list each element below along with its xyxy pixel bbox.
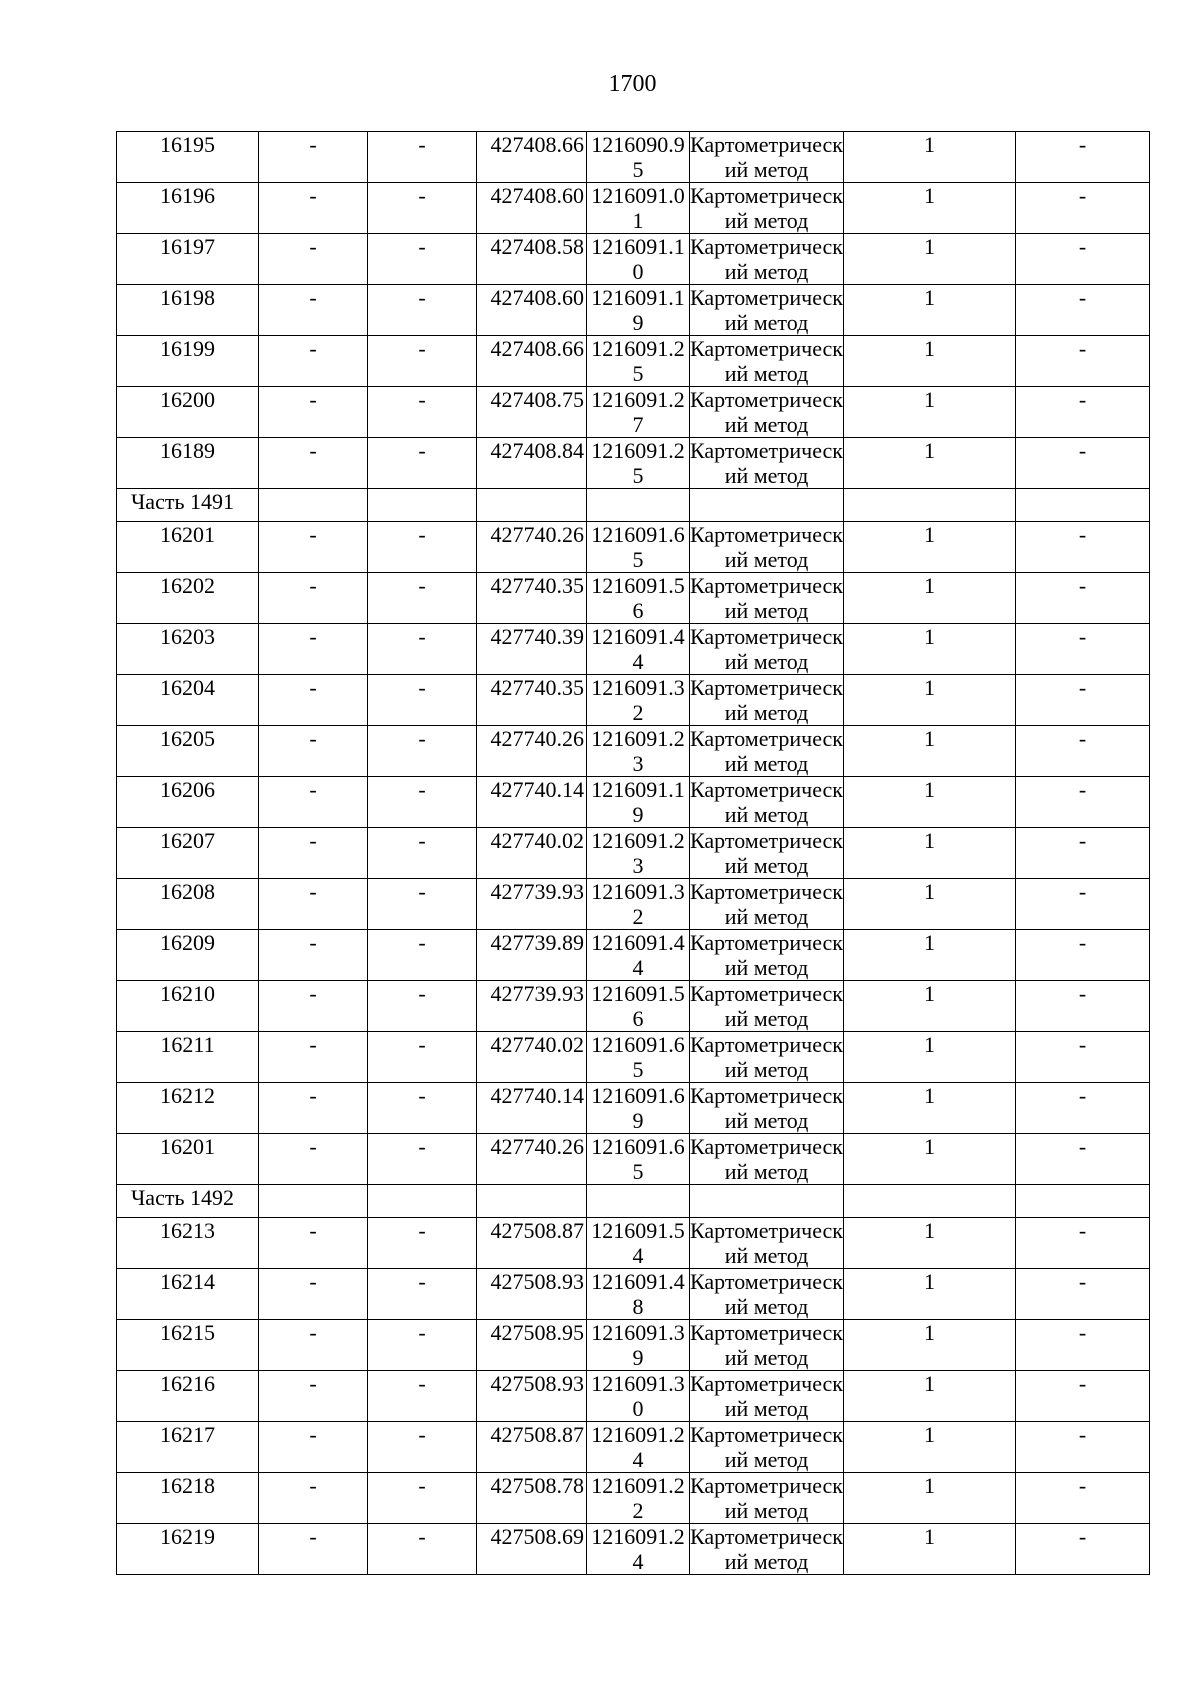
dash-cell: - [368, 438, 477, 489]
dash-cell: - [1016, 336, 1150, 387]
empty-cell [587, 1185, 690, 1218]
table-row [117, 573, 1150, 624]
dash-cell: - [1016, 1524, 1150, 1575]
dash-cell: - [1016, 675, 1150, 726]
value-cell: 1 [844, 1422, 1016, 1473]
y-coordinate-cell: 1216091.54 [587, 1218, 690, 1269]
table-row [117, 1473, 1150, 1524]
point-id-cell: 16214 [117, 1269, 259, 1320]
point-id-cell: 16202 [117, 573, 259, 624]
value-cell: 1 [844, 777, 1016, 828]
table-row [117, 387, 1150, 438]
table-row [117, 1218, 1150, 1269]
method-cell: Картометрический метод [690, 930, 843, 980]
x-coordinate-cell: 427740.02 [477, 828, 587, 879]
y-coordinate-cell: 1216091.69 [587, 1083, 690, 1134]
dash-cell: - [259, 522, 368, 573]
point-id-cell: 16219 [117, 1524, 259, 1575]
dash-cell: - [368, 1032, 477, 1083]
value-cell: 1 [844, 828, 1016, 879]
dash-cell: - [368, 132, 477, 183]
value-cell: 1 [844, 930, 1016, 981]
dash-cell: - [259, 387, 368, 438]
value-cell: 1 [844, 183, 1016, 234]
dash-cell: - [259, 777, 368, 828]
dash-cell: - [1016, 285, 1150, 336]
y-coordinate-cell: 1216091.25 [587, 336, 690, 387]
value-cell: 1 [844, 624, 1016, 675]
point-id-cell: 16212 [117, 1083, 259, 1134]
x-coordinate-cell: 427740.35 [477, 573, 587, 624]
dash-cell: - [1016, 183, 1150, 234]
point-id-cell: 16206 [117, 777, 259, 828]
table-row [117, 336, 1150, 387]
method-cell: Картометрический метод [690, 1269, 843, 1319]
y-coordinate-cell: 1216091.22 [587, 1473, 690, 1524]
dash-cell: - [259, 183, 368, 234]
empty-cell [477, 1185, 587, 1218]
dash-cell: - [259, 828, 368, 879]
method-cell: Картометрический метод [690, 1083, 843, 1133]
x-coordinate-cell: 427508.93 [477, 1269, 587, 1320]
y-coordinate-cell: 1216091.01 [587, 183, 690, 234]
dash-cell: - [368, 930, 477, 981]
dash-cell: - [1016, 1032, 1150, 1083]
dash-cell: - [368, 675, 477, 726]
method-cell: Картометрический метод [690, 336, 843, 386]
dash-cell: - [259, 1083, 368, 1134]
point-id-cell: 16201 [117, 1134, 259, 1185]
method-cell: Картометрический метод [690, 1371, 843, 1421]
method-cell: Картометрический метод [690, 573, 843, 623]
dash-cell: - [368, 1269, 477, 1320]
y-coordinate-cell: 1216091.65 [587, 522, 690, 573]
empty-cell [844, 1185, 1016, 1218]
dash-cell: - [259, 573, 368, 624]
method-cell: Картометрический метод [690, 726, 843, 776]
table-row [117, 438, 1150, 489]
point-id-cell: 16195 [117, 132, 259, 183]
table-row [117, 1032, 1150, 1083]
dash-cell: - [368, 183, 477, 234]
value-cell: 1 [844, 438, 1016, 489]
dash-cell: - [368, 522, 477, 573]
method-cell: Картометрический метод [690, 777, 843, 827]
table-row [117, 1524, 1150, 1575]
x-coordinate-cell: 427740.35 [477, 675, 587, 726]
dash-cell: - [259, 675, 368, 726]
section-title: Часть 1492 [117, 1185, 259, 1218]
dash-cell: - [1016, 1371, 1150, 1422]
x-coordinate-cell: 427408.84 [477, 438, 587, 489]
point-id-cell: 16201 [117, 522, 259, 573]
dash-cell: - [259, 1134, 368, 1185]
method-cell: Картометрический метод [690, 981, 843, 1031]
dash-cell: - [259, 624, 368, 675]
point-id-cell: 16209 [117, 930, 259, 981]
y-coordinate-cell: 1216091.19 [587, 777, 690, 828]
value-cell: 1 [844, 1269, 1016, 1320]
method-cell: Картометрический метод [690, 1524, 843, 1574]
x-coordinate-cell: 427740.26 [477, 522, 587, 573]
table-row [117, 930, 1150, 981]
dash-cell: - [1016, 1218, 1150, 1269]
point-id-cell: 16189 [117, 438, 259, 489]
dash-cell: - [259, 1422, 368, 1473]
x-coordinate-cell: 427740.14 [477, 777, 587, 828]
dash-cell: - [259, 132, 368, 183]
empty-cell [690, 1185, 844, 1218]
dash-cell: - [1016, 1422, 1150, 1473]
y-coordinate-cell: 1216091.19 [587, 285, 690, 336]
dash-cell: - [1016, 387, 1150, 438]
y-coordinate-cell: 1216091.65 [587, 1032, 690, 1083]
dash-cell: - [368, 1422, 477, 1473]
dash-cell: - [1016, 726, 1150, 777]
x-coordinate-cell: 427740.14 [477, 1083, 587, 1134]
x-coordinate-cell: 427740.26 [477, 1134, 587, 1185]
empty-cell [690, 489, 844, 522]
table-row [117, 777, 1150, 828]
table-row [117, 234, 1150, 285]
y-coordinate-cell: 1216091.48 [587, 1269, 690, 1320]
value-cell: 1 [844, 285, 1016, 336]
dash-cell: - [259, 1032, 368, 1083]
table-row [117, 1371, 1150, 1422]
value-cell: 1 [844, 1083, 1016, 1134]
method-cell: Картометрический метод [690, 828, 843, 878]
page-number: 1700 [608, 71, 657, 97]
x-coordinate-cell: 427740.26 [477, 726, 587, 777]
empty-cell [368, 489, 477, 522]
point-id-cell: 16196 [117, 183, 259, 234]
dash-cell: - [259, 234, 368, 285]
dash-cell: - [1016, 522, 1150, 573]
dash-cell: - [368, 828, 477, 879]
section-row [117, 489, 1150, 522]
table-body [117, 132, 1150, 1575]
point-id-cell: 16207 [117, 828, 259, 879]
value-cell: 1 [844, 1320, 1016, 1371]
dash-cell: - [259, 438, 368, 489]
dash-cell: - [368, 336, 477, 387]
dash-cell: - [1016, 930, 1150, 981]
method-cell: Картометрический метод [690, 132, 843, 182]
dash-cell: - [368, 1473, 477, 1524]
point-id-cell: 16216 [117, 1371, 259, 1422]
table-row [117, 879, 1150, 930]
empty-cell [259, 1185, 368, 1218]
x-coordinate-cell: 427408.66 [477, 336, 587, 387]
method-cell: Картометрический метод [690, 387, 843, 437]
dash-cell: - [1016, 981, 1150, 1032]
x-coordinate-cell: 427408.75 [477, 387, 587, 438]
table-row [117, 132, 1150, 183]
value-cell: 1 [844, 981, 1016, 1032]
table-row [117, 522, 1150, 573]
dash-cell: - [259, 1218, 368, 1269]
empty-cell [1016, 489, 1150, 522]
y-coordinate-cell: 1216091.44 [587, 930, 690, 981]
point-id-cell: 16217 [117, 1422, 259, 1473]
dash-cell: - [1016, 1083, 1150, 1134]
section-title: Часть 1491 [117, 489, 259, 522]
value-cell: 1 [844, 132, 1016, 183]
dash-cell: - [1016, 624, 1150, 675]
dash-cell: - [368, 1320, 477, 1371]
y-coordinate-cell: 1216091.10 [587, 234, 690, 285]
value-cell: 1 [844, 1218, 1016, 1269]
y-coordinate-cell: 1216091.25 [587, 438, 690, 489]
dash-cell: - [259, 981, 368, 1032]
y-coordinate-cell: 1216091.65 [587, 1134, 690, 1185]
dash-cell: - [1016, 132, 1150, 183]
method-cell: Картометрический метод [690, 183, 843, 233]
dash-cell: - [1016, 1134, 1150, 1185]
value-cell: 1 [844, 1032, 1016, 1083]
dash-cell: - [259, 1371, 368, 1422]
method-cell: Картометрический метод [690, 675, 843, 725]
dash-cell: - [1016, 1320, 1150, 1371]
dash-cell: - [368, 573, 477, 624]
value-cell: 1 [844, 573, 1016, 624]
dash-cell: - [1016, 438, 1150, 489]
x-coordinate-cell: 427739.89 [477, 930, 587, 981]
x-coordinate-cell: 427408.58 [477, 234, 587, 285]
y-coordinate-cell: 1216091.30 [587, 1371, 690, 1422]
method-cell: Картометрический метод [690, 1473, 843, 1523]
table-row [117, 183, 1150, 234]
table-row [117, 1134, 1150, 1185]
method-cell: Картометрический метод [690, 879, 843, 929]
dash-cell: - [1016, 777, 1150, 828]
y-coordinate-cell: 1216090.95 [587, 132, 690, 183]
method-cell: Картометрический метод [690, 1032, 843, 1082]
x-coordinate-cell: 427508.69 [477, 1524, 587, 1575]
dash-cell: - [259, 879, 368, 930]
x-coordinate-cell: 427508.87 [477, 1422, 587, 1473]
dash-cell: - [368, 1083, 477, 1134]
point-id-cell: 16215 [117, 1320, 259, 1371]
dash-cell: - [368, 1524, 477, 1575]
dash-cell: - [1016, 1269, 1150, 1320]
x-coordinate-cell: 427508.87 [477, 1218, 587, 1269]
y-coordinate-cell: 1216091.32 [587, 879, 690, 930]
y-coordinate-cell: 1216091.44 [587, 624, 690, 675]
y-coordinate-cell: 1216091.23 [587, 726, 690, 777]
method-cell: Картометрический метод [690, 1218, 843, 1268]
point-id-cell: 16213 [117, 1218, 259, 1269]
table-row [117, 828, 1150, 879]
empty-cell [1016, 1185, 1150, 1218]
dash-cell: - [1016, 879, 1150, 930]
y-coordinate-cell: 1216091.23 [587, 828, 690, 879]
empty-cell [477, 489, 587, 522]
point-id-cell: 16211 [117, 1032, 259, 1083]
point-id-cell: 16199 [117, 336, 259, 387]
x-coordinate-cell: 427739.93 [477, 879, 587, 930]
dash-cell: - [1016, 828, 1150, 879]
y-coordinate-cell: 1216091.24 [587, 1524, 690, 1575]
method-cell: Картометрический метод [690, 234, 843, 284]
dash-cell: - [368, 387, 477, 438]
point-id-cell: 16203 [117, 624, 259, 675]
dash-cell: - [259, 1269, 368, 1320]
dash-cell: - [368, 1218, 477, 1269]
value-cell: 1 [844, 387, 1016, 438]
point-id-cell: 16218 [117, 1473, 259, 1524]
value-cell: 1 [844, 879, 1016, 930]
y-coordinate-cell: 1216091.56 [587, 981, 690, 1032]
x-coordinate-cell: 427508.78 [477, 1473, 587, 1524]
value-cell: 1 [844, 234, 1016, 285]
method-cell: Картометрический метод [690, 438, 843, 488]
method-cell: Картометрический метод [690, 1134, 843, 1184]
x-coordinate-cell: 427408.60 [477, 285, 587, 336]
value-cell: 1 [844, 726, 1016, 777]
dash-cell: - [259, 1320, 368, 1371]
dash-cell: - [259, 1524, 368, 1575]
point-id-cell: 16204 [117, 675, 259, 726]
method-cell: Картометрический метод [690, 1422, 843, 1472]
dash-cell: - [368, 981, 477, 1032]
dash-cell: - [259, 1473, 368, 1524]
dash-cell: - [259, 336, 368, 387]
dash-cell: - [368, 234, 477, 285]
y-coordinate-cell: 1216091.32 [587, 675, 690, 726]
dash-cell: - [368, 777, 477, 828]
section-row [117, 1185, 1150, 1218]
y-coordinate-cell: 1216091.39 [587, 1320, 690, 1371]
x-coordinate-cell: 427740.39 [477, 624, 587, 675]
x-coordinate-cell: 427508.95 [477, 1320, 587, 1371]
method-cell: Картометрический метод [690, 285, 843, 335]
value-cell: 1 [844, 675, 1016, 726]
table-row [117, 1083, 1150, 1134]
value-cell: 1 [844, 522, 1016, 573]
point-id-cell: 16210 [117, 981, 259, 1032]
table-row [117, 285, 1150, 336]
coordinates-table [116, 131, 1150, 1575]
dash-cell: - [368, 624, 477, 675]
table-row [117, 1269, 1150, 1320]
value-cell: 1 [844, 1473, 1016, 1524]
dash-cell: - [259, 930, 368, 981]
point-id-cell: 16205 [117, 726, 259, 777]
y-coordinate-cell: 1216091.24 [587, 1422, 690, 1473]
x-coordinate-cell: 427408.60 [477, 183, 587, 234]
table-row [117, 624, 1150, 675]
dash-cell: - [259, 285, 368, 336]
point-id-cell: 16200 [117, 387, 259, 438]
x-coordinate-cell: 427408.66 [477, 132, 587, 183]
dash-cell: - [368, 1134, 477, 1185]
point-id-cell: 16208 [117, 879, 259, 930]
y-coordinate-cell: 1216091.27 [587, 387, 690, 438]
empty-cell [259, 489, 368, 522]
dash-cell: - [368, 285, 477, 336]
empty-cell [368, 1185, 477, 1218]
table-row [117, 1422, 1150, 1473]
table-row [117, 981, 1150, 1032]
table-row [117, 726, 1150, 777]
value-cell: 1 [844, 336, 1016, 387]
value-cell: 1 [844, 1134, 1016, 1185]
dash-cell: - [368, 1371, 477, 1422]
method-cell: Картометрический метод [690, 1320, 843, 1370]
table-row [117, 675, 1150, 726]
value-cell: 1 [844, 1524, 1016, 1575]
dash-cell: - [368, 879, 477, 930]
table-row [117, 1320, 1150, 1371]
y-coordinate-cell: 1216091.56 [587, 573, 690, 624]
point-id-cell: 16197 [117, 234, 259, 285]
dash-cell: - [259, 726, 368, 777]
empty-cell [844, 489, 1016, 522]
dash-cell: - [1016, 234, 1150, 285]
method-cell: Картометрический метод [690, 624, 843, 674]
dash-cell: - [368, 726, 477, 777]
x-coordinate-cell: 427739.93 [477, 981, 587, 1032]
dash-cell: - [1016, 1473, 1150, 1524]
value-cell: 1 [844, 1371, 1016, 1422]
dash-cell: - [1016, 573, 1150, 624]
x-coordinate-cell: 427740.02 [477, 1032, 587, 1083]
method-cell: Картометрический метод [690, 522, 843, 572]
x-coordinate-cell: 427508.93 [477, 1371, 587, 1422]
point-id-cell: 16198 [117, 285, 259, 336]
empty-cell [587, 489, 690, 522]
